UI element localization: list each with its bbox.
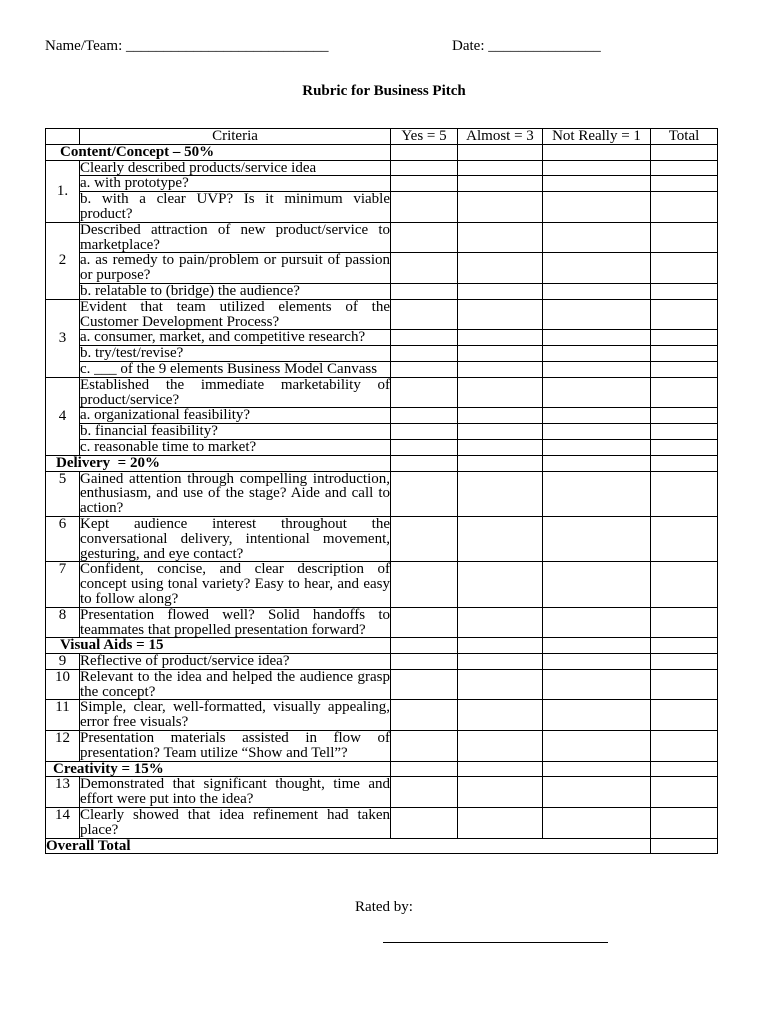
score-cell-almost[interactable] <box>458 607 543 638</box>
total-column-header: Total <box>651 129 718 145</box>
score-cell-yes[interactable] <box>391 808 458 839</box>
criteria-text: Demonstrated that significant thought, time and effort were put into the idea? <box>80 776 390 808</box>
score-cell-total[interactable] <box>651 607 718 638</box>
score-cell-not-really[interactable] <box>543 669 651 700</box>
date-field <box>452 38 601 55</box>
score-cell-almost[interactable] <box>458 222 543 253</box>
criteria-row <box>46 808 718 839</box>
rated-by-label: Rated by: <box>355 899 413 915</box>
score-cell-not-really[interactable] <box>543 731 651 762</box>
score-cell-not-really[interactable] <box>543 471 651 516</box>
score-cell-total[interactable] <box>651 377 718 408</box>
criteria-subitem-row <box>46 253 718 284</box>
section-row-visual-aids <box>46 638 718 654</box>
section-heading: Visual Aids = 15 <box>46 638 391 654</box>
score-cell-almost[interactable] <box>458 377 543 408</box>
item-number: 10 <box>46 669 80 700</box>
criteria-subitem: a. with prototype? <box>80 176 391 192</box>
criteria-row <box>46 222 718 253</box>
score-cell-not-really[interactable] <box>543 424 651 440</box>
score-cell-total[interactable] <box>651 253 718 284</box>
item-number: 3 <box>46 299 80 377</box>
item-number: 11 <box>46 700 80 731</box>
score-cell-not-really[interactable] <box>543 160 651 176</box>
score-cell-almost[interactable] <box>458 160 543 176</box>
score-cell-not-really[interactable] <box>543 361 651 377</box>
score-cell-total[interactable] <box>651 471 718 516</box>
criteria-row <box>46 654 718 670</box>
date-label: Date: <box>452 38 485 54</box>
score-cell-yes[interactable] <box>391 516 458 561</box>
score-cell-not-really[interactable] <box>543 638 651 654</box>
score-cell-almost[interactable] <box>458 455 543 471</box>
item-number: 1. <box>46 160 80 222</box>
score-cell-total[interactable] <box>651 439 718 455</box>
criteria-text: Presentation flowed well? Solid handoffs to teammates that propelled presentation forward? <box>80 606 390 638</box>
section-row-creativity <box>46 761 718 777</box>
overall-total-row <box>46 838 718 854</box>
section-heading: Creativity = 15% <box>46 761 391 777</box>
item-number: 8 <box>46 607 80 638</box>
score-cell-yes[interactable] <box>391 562 458 607</box>
criteria-subitem-row <box>46 424 718 440</box>
score-cell-total[interactable] <box>651 700 718 731</box>
score-cell-yes[interactable] <box>391 222 458 253</box>
score-cell-yes[interactable] <box>391 283 458 299</box>
score-cell-yes[interactable] <box>391 160 458 176</box>
score-cell-yes[interactable] <box>391 761 458 777</box>
score-cell-almost[interactable] <box>458 330 543 346</box>
score-cell-yes[interactable] <box>391 700 458 731</box>
criteria-subitem: b. try/test/revise? <box>80 346 391 362</box>
criteria-subitem-row <box>46 283 718 299</box>
score-cell-yes[interactable] <box>391 669 458 700</box>
criteria-text: Presentation materials assisted in flow of presentation? Team utilize “Show and Tell”? <box>80 730 390 761</box>
criteria-subitem: a. as remedy to pain/problem or pursuit of passion or purpose? <box>80 252 390 284</box>
score-cell-total[interactable] <box>651 176 718 192</box>
score-cell-total[interactable] <box>651 761 718 777</box>
score-cell-total[interactable] <box>651 346 718 362</box>
score-cell-almost[interactable] <box>458 654 543 670</box>
criteria-subitem-row <box>46 346 718 362</box>
criteria-row <box>46 299 718 330</box>
score-cell-almost[interactable] <box>458 439 543 455</box>
score-cell-total[interactable] <box>651 361 718 377</box>
almost-column-header: Almost = 3 <box>458 129 543 145</box>
rubric-table <box>45 128 718 854</box>
criteria-row <box>46 516 718 561</box>
criteria-subitem: b. with a clear UVP? Is it minimum viable product? <box>80 191 390 222</box>
score-cell-total[interactable] <box>651 222 718 253</box>
criteria-row <box>46 562 718 607</box>
score-cell-not-really[interactable] <box>543 439 651 455</box>
section-row-content-concept <box>46 144 718 160</box>
score-cell-yes[interactable] <box>391 346 458 362</box>
score-cell-almost[interactable] <box>458 777 543 808</box>
score-cell-yes[interactable] <box>391 330 458 346</box>
criteria-text: Clearly described products/service idea <box>80 160 391 176</box>
criteria-subitem-row <box>46 361 718 377</box>
score-cell-not-really[interactable] <box>543 607 651 638</box>
criteria-subitem-row <box>46 192 718 223</box>
name-team-field <box>45 38 329 55</box>
score-cell-not-really[interactable] <box>543 330 651 346</box>
score-cell-almost[interactable] <box>458 700 543 731</box>
score-cell-almost[interactable] <box>458 669 543 700</box>
criteria-subitem-row <box>46 408 718 424</box>
score-cell-not-really[interactable] <box>543 808 651 839</box>
score-cell-total[interactable] <box>651 808 718 839</box>
section-heading: Content/Concept – 50% <box>46 144 391 160</box>
section-heading: Delivery = 20% <box>46 455 391 471</box>
score-cell-not-really[interactable] <box>543 222 651 253</box>
score-cell-yes[interactable] <box>391 408 458 424</box>
score-cell-total[interactable] <box>651 160 718 176</box>
score-cell-yes[interactable] <box>391 439 458 455</box>
item-number: 6 <box>46 516 80 561</box>
criteria-row <box>46 471 718 516</box>
score-cell-almost[interactable] <box>458 192 543 223</box>
score-cell-almost[interactable] <box>458 808 543 839</box>
section-row-delivery <box>46 455 718 471</box>
score-cell-not-really[interactable] <box>543 377 651 408</box>
score-cell-almost[interactable] <box>458 283 543 299</box>
score-cell-yes[interactable] <box>391 777 458 808</box>
number-column-header <box>46 129 80 145</box>
score-cell-not-really[interactable] <box>543 700 651 731</box>
not-really-column-header: Not Really = 1 <box>543 129 651 145</box>
criteria-subitem: a. organizational feasibility? <box>80 408 391 424</box>
item-number: 5 <box>46 471 80 516</box>
score-cell-total[interactable] <box>651 330 718 346</box>
item-number: 9 <box>46 654 80 670</box>
score-cell-yes[interactable] <box>391 192 458 223</box>
score-cell-not-really[interactable] <box>543 455 651 471</box>
criteria-text: Kept audience interest throughout the conversational delivery, intentional movement, gesturing, and eye contact? <box>80 515 390 562</box>
date-blank[interactable]: _______________ <box>488 38 601 54</box>
score-cell-almost[interactable] <box>458 176 543 192</box>
score-cell-yes[interactable] <box>391 731 458 762</box>
score-cell-almost[interactable] <box>458 638 543 654</box>
score-cell-yes[interactable] <box>391 424 458 440</box>
score-cell-total[interactable] <box>651 654 718 670</box>
criteria-text: Clearly showed that idea refinement had taken place? <box>80 807 390 838</box>
score-cell-yes[interactable] <box>391 471 458 516</box>
criteria-text: Reflective of product/service idea? <box>80 654 391 670</box>
criteria-subitem: b. financial feasibility? <box>80 424 391 440</box>
score-cell-yes[interactable] <box>391 176 458 192</box>
score-cell-almost[interactable] <box>458 516 543 561</box>
score-cell-almost[interactable] <box>458 299 543 330</box>
item-number: 2 <box>46 222 80 299</box>
criteria-row <box>46 700 718 731</box>
criteria-subitem: a. consumer, market, and competitive research? <box>80 330 391 346</box>
score-cell-total[interactable] <box>651 516 718 561</box>
score-cell-yes[interactable] <box>391 299 458 330</box>
criteria-subitem-row <box>46 330 718 346</box>
score-cell-almost[interactable] <box>458 361 543 377</box>
name-team-label: Name/Team: <box>45 38 123 54</box>
score-cell-not-really[interactable] <box>543 777 651 808</box>
item-number: 12 <box>46 731 80 762</box>
criteria-subitem-row <box>46 176 718 192</box>
score-cell-total[interactable] <box>651 408 718 424</box>
score-cell-almost[interactable] <box>458 471 543 516</box>
score-cell-almost[interactable] <box>458 408 543 424</box>
overall-total-label: Overall Total <box>46 838 651 854</box>
criteria-text: Gained attention through compelling introduction, enthusiasm, and use of the stage? Aide and call to action? <box>80 470 390 517</box>
score-cell-total[interactable] <box>651 562 718 607</box>
score-cell-total[interactable] <box>651 455 718 471</box>
score-cell-not-really[interactable] <box>543 562 651 607</box>
score-cell-almost[interactable] <box>458 253 543 284</box>
criteria-text: Confident, concise, and clear description of concept using tonal variety? Easy to hear, and easy to follow along? <box>80 561 390 607</box>
item-number: 7 <box>46 562 80 607</box>
score-cell-almost[interactable] <box>458 731 543 762</box>
score-cell-yes[interactable] <box>391 253 458 284</box>
criteria-text: Established the immediate marketability of product/service? <box>80 376 390 408</box>
criteria-text: Simple, clear, well-formatted, visually appealing, error free visuals? <box>80 699 390 731</box>
item-number: 13 <box>46 777 80 808</box>
score-cell-yes[interactable] <box>391 361 458 377</box>
item-number: 14 <box>46 808 80 839</box>
score-cell-not-really[interactable] <box>543 192 651 223</box>
score-cell-almost[interactable] <box>458 761 543 777</box>
score-cell-not-really[interactable] <box>543 408 651 424</box>
criteria-text: Relevant to the idea and helped the audience grasp the concept? <box>80 668 390 700</box>
score-cell-not-really[interactable] <box>543 761 651 777</box>
score-cell-total[interactable] <box>651 731 718 762</box>
overall-total-cell[interactable] <box>651 838 718 854</box>
yes-column-header: Yes = 5 <box>391 129 458 145</box>
table-header-row <box>46 129 718 145</box>
score-cell-total[interactable] <box>651 777 718 808</box>
score-cell-not-really[interactable] <box>543 516 651 561</box>
criteria-row <box>46 669 718 700</box>
score-cell-yes[interactable] <box>391 455 458 471</box>
score-cell-total[interactable] <box>651 638 718 654</box>
score-cell-almost[interactable] <box>458 424 543 440</box>
item-number: 4 <box>46 377 80 455</box>
signature-line[interactable] <box>383 942 608 943</box>
score-cell-total[interactable] <box>651 669 718 700</box>
criteria-subitem: c. ___ of the 9 elements Business Model Canvass <box>80 361 391 377</box>
criteria-text: Described attraction of new product/service to marketplace? <box>80 221 390 253</box>
criteria-text: Evident that team utilized elements of the Customer Development Process? <box>80 298 390 330</box>
criteria-subitem: c. reasonable time to market? <box>80 439 391 455</box>
score-cell-almost[interactable] <box>458 346 543 362</box>
score-cell-total[interactable] <box>651 192 718 223</box>
name-team-blank[interactable]: ___________________________ <box>126 38 329 54</box>
score-cell-yes[interactable] <box>391 144 458 160</box>
criteria-row <box>46 731 718 762</box>
score-cell-not-really[interactable] <box>543 144 651 160</box>
criteria-row <box>46 777 718 808</box>
score-cell-not-really[interactable] <box>543 654 651 670</box>
criteria-row <box>46 377 718 408</box>
criteria-subitem: b. relatable to (bridge) the audience? <box>80 283 391 299</box>
score-cell-total[interactable] <box>651 424 718 440</box>
score-cell-not-really[interactable] <box>543 299 651 330</box>
score-cell-total[interactable] <box>651 144 718 160</box>
score-cell-not-really[interactable] <box>543 253 651 284</box>
score-cell-total[interactable] <box>651 283 718 299</box>
criteria-row <box>46 607 718 638</box>
score-cell-almost[interactable] <box>458 562 543 607</box>
page-title: Rubric for Business Pitch <box>302 83 466 99</box>
score-cell-yes[interactable] <box>391 654 458 670</box>
criteria-row <box>46 160 718 176</box>
score-cell-yes[interactable] <box>391 638 458 654</box>
score-cell-yes[interactable] <box>391 607 458 638</box>
score-cell-not-really[interactable] <box>543 283 651 299</box>
score-cell-not-really[interactable] <box>543 346 651 362</box>
score-cell-yes[interactable] <box>391 377 458 408</box>
criteria-subitem-row <box>46 439 718 455</box>
score-cell-almost[interactable] <box>458 144 543 160</box>
criteria-column-header: Criteria <box>80 129 391 145</box>
score-cell-not-really[interactable] <box>543 176 651 192</box>
score-cell-total[interactable] <box>651 299 718 330</box>
